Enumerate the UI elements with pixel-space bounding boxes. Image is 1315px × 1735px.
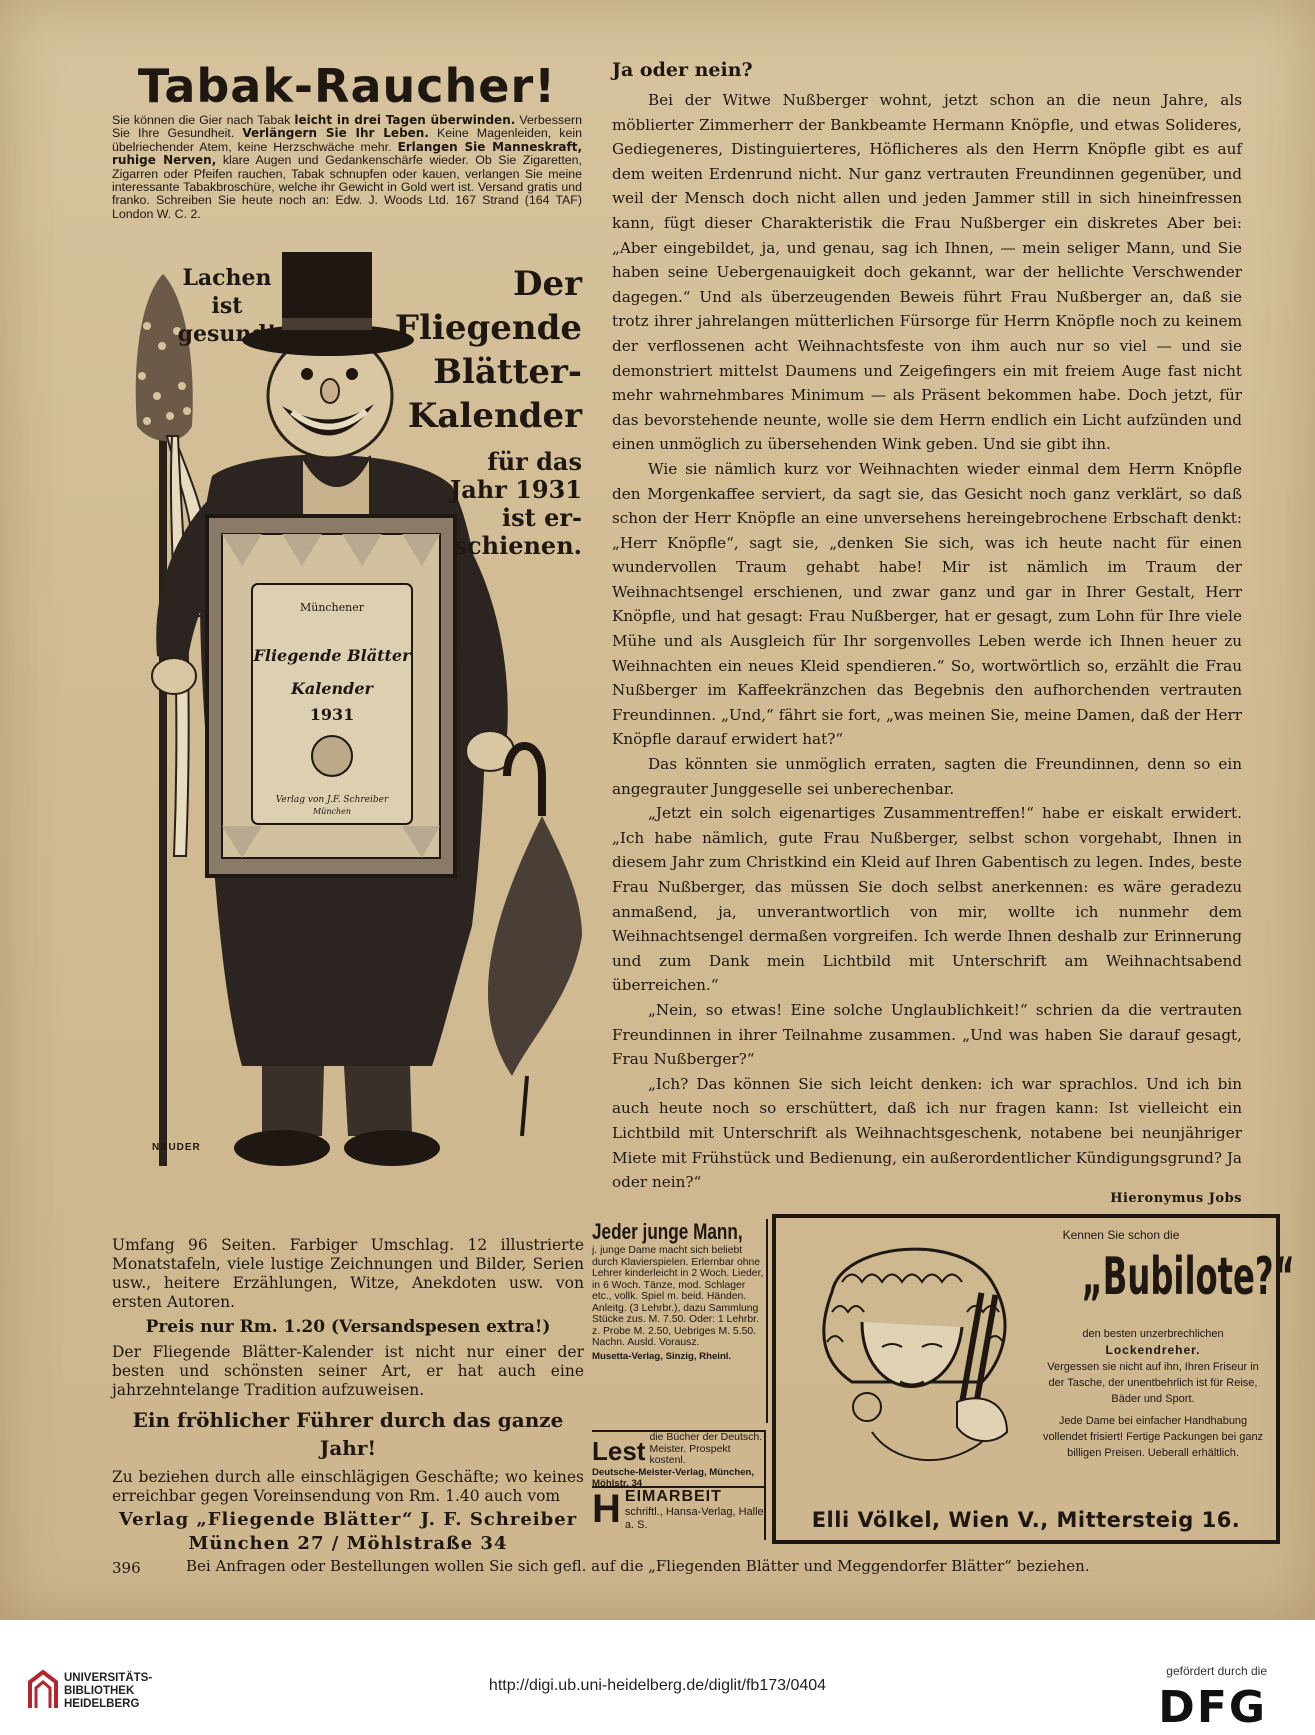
- heimarbeit-ad: [592, 1486, 766, 1540]
- story-paragraph: „Nein, so etwas! Eine solche Unglaublichkeit!“ schrien da die vertrauten Freundinnen in ihrer Teilnahme zusammen. „Und was haben Sie darauf gesagt, Frau Nußberger?“: [612, 1000, 1242, 1069]
- heimarbeit-body: schriftl., Hansa-Verlag, Halle a. S.: [624, 1506, 764, 1531]
- story-paragraph: „Jetzt ein solch eigenartiges Zusammentreffen!“ habe er eiskalt erwidert. „Ich habe nämlich, gute Frau Nußberger, selbst schon vorgehabt, Ihnen in diesem Jahr zum Christkind ein Kleid auf Ihren Gabentisch zu legen. Indes, beste Frau Nußberger, das müssen Sie doch selbst anerkennen: es wäre geradezu anmaßend, ja, unverantwortlich von mir, wollte ich nunmehr dem Weihnachtsengel dermaßen vorgreifen. Ich werde Ihnen deshalb zur Erinnerung und zum Dank mein Lichtbild mit Unterschrift am Weihnachtsabend überreichen.“: [612, 804, 1242, 995]
- library-name: UNIVERSITÄTS- BIBLIOTHEK HEIDELBERG: [64, 1672, 153, 1710]
- calendar-ad: [112, 236, 584, 1554]
- lachen-ist-gesund-slogan: Lachen ist gesund!: [177, 265, 277, 347]
- woman-portrait-illustration: [792, 1232, 1032, 1487]
- funded-by-label: gefördert durch die: [1166, 1664, 1267, 1678]
- calendar-ad-title: Der Fliegende Blätter- Kalender für das Jahr 1931 ist er- schienen.: [394, 264, 582, 560]
- books-ad-body: die Bücher der Deutsch. Meister. Prospekt kostenl.: [649, 1431, 763, 1466]
- story-paragraph: „Ich? Das können Sie sich leicht denken: ich war sprachlos. Und ich bin auch heute noch so erschüttert, daß ich nur fragen kann: Ist vielleicht ein Lichtbild mit Unterschrift als Weihnachtsgeschenk, notabene bei neunjähriger Miete mit Frühstück und Bedienung, ein außerordentlicher Kündigungsgrund? Ja oder nein?“: [612, 1074, 1242, 1192]
- piano-ad-publisher: Musetta-Verlag, Sinzig, Rheinl.: [592, 1350, 732, 1362]
- calendar-order-info: Zu beziehen durch alle einschlägigen Geschäfte; wo keines erreichbar gegen Voreinsendung von Rm. 1.40 auch vom: [112, 1468, 584, 1505]
- story-column: [612, 58, 1242, 1206]
- cover-text-verlag: Verlag von J.F. Schreiber: [275, 795, 389, 805]
- cover-text-fliegende: Fliegende Blätter: [253, 646, 411, 665]
- publisher-name: Verlag „Fliegende Blätter“ J. F. Schreiber: [118, 1509, 578, 1530]
- calendar-illustration: [112, 236, 584, 1236]
- cover-text-kalender: Kalender: [291, 679, 373, 698]
- calendar-description: Umfang 96 Seiten. Farbiger Umschlag. 12 illustrierte Monatstafeln, viele lustige Zeichnungen und Bilder, Serien usw., heitere Erzählungen, Witze, Anekdoten usw. von ersten Autoren.: [112, 1236, 584, 1311]
- story-paragraph: Wie sie nämlich kurz vor Weihnachten wieder einmal dem Herrn Knöpfle den Morgenkaffee serviert, da sagt sie, das Gesicht noch ganz verklärt, so daß schon der Herr Knöpfle an eine unversehens hereingebrochene Erbschaft denkt: „Herr Knöpfle“, sagt sie, „denken Sie sich, was ich heute nacht für einen wundervollen Traum gehabt habe! Mir ist nämlich im Traum der Weihnachtsengel erschienen, und zwar ganz und gar in Ihrer Gestalt, Herr Knöpfle, und hat gesagt: Frau Nußberger, hat er gesagt, zum Lohn für Ihre viele Mühe und als Ausgleich für Ihr sorgenvolles Leben werde ich Ihnen heuer zu Weihnachten ein neues Kleid spendieren.“ So, wortwörtlich so, erzählt die Frau Nußberger im Kaffeekränzchen das Begebnis den aufhorchenden vertrauten Freundinnen. „Und,“ fährt sie fort, „was meinen Sie, meine Damen, daß der Herr Knöpfle darauf erwidert hat?“: [612, 459, 1242, 749]
- story-title: Ja oder nein?: [612, 59, 753, 81]
- cover-text-muenchener: Münchener: [299, 601, 365, 614]
- cover-text-year: 1931: [309, 705, 355, 724]
- story-paragraph: Das könnten sie unmöglich erraten, sagten die Freundinnen, denn so ein angegrauter Junggeselle sei unberechenbar.: [612, 755, 1242, 798]
- story-paragraph: Bei der Witwe Nußberger wohnt, jetzt schon an die neun Jahre, als möblierter Zimmerherr der Bankbeamte Hermann Knöpfle, und etwas Solideres, Gediegeneres, Distinguierteres, Höflicheres als den Herrn Knöpfle gibt es auf dem weiten Erdenrund nicht. Nur ganz vertrauten Freundinnen gegenüber, und weil der Mensch doch nicht allen und jeden Jammer still in sich hineinfressen kann, fügt dieser Charakteristik die Frau Nußberger ein diskretes Aber bei: „Aber eingebildet, ja, und genau, sag ich Ihnen, — mein seliger Mann, und Sie haben seine Uebergenauigkeit doch gekannt, war der hellichte Verschwender dagegen.“ Und als überzeugenden Beweis führt Frau Nußberger an, daß sie trotz ihrer jahrelangen mütterlichen Fürsorge für Herrn Knöpfle noch zu keinem der verflossenen acht Weihnachtsfeste von ihm auch nur so viel — und sie demonstriert mittelst Daumens und Zeigefingers ein mit freiem Auge fast nicht mehr wahrnehmbares Minimum — als Präsent bekommen habe. Doch jetzt, für das bevorstehende neunte, wolle sie dem Herrn endlich ein Licht aufzünden und einen unmöglich zu übersehenden Wink geben. Und sie gibt ihn.: [612, 91, 1242, 454]
- piano-lessons-ad: [592, 1219, 768, 1423]
- books-ad-headline: Lest: [592, 1436, 646, 1466]
- artist-signature: NAUDER: [152, 1142, 201, 1153]
- bubilote-kennen: Kennen Sie schon die: [1062, 1228, 1180, 1242]
- page-number: 396: [112, 1559, 141, 1577]
- bubilote-body: den besten unzerbrechlichen Lockendreher. Vergessen sie nicht auf ihn, Ihren Friseur in der Tasche, der unentbehrlich ist für Reise, Bäder und Sport. Jede Dame bei einfacher Handhabung vollendet frisiert! Fertige Packungen bei ganz billigen Preisen. Ueberall erhältlich.: [1042, 1328, 1264, 1459]
- calendar-praise: Der Fliegende Blätter-Kalender ist nicht nur einer der besten und schönsten seiner Art, er hat auch eine jahrzehntelange Tradition aufzuweisen.: [112, 1343, 584, 1399]
- heimarbeit-initial: H: [592, 1487, 621, 1531]
- publisher-address: München 27 / Möhlstraße 34: [188, 1533, 508, 1554]
- bubilote-title: „Bubilote?“: [1081, 1247, 1295, 1307]
- tabak-ad-body: Sie können die Gier nach Tabak leicht in drei Tagen überwinden. Verbessern Sie Ihre Gesundheit. Verlängern Sie Ihr Leben. Keine Magenleiden, kein übelriechender Atem, keine Herzschwäche mehr. Erlangen Sie Manneskraft, ruhige Nerven, klare Augen und Gedankenschärfe wieder. Ob Sie Zigaretten, Zigarren oder Pfeifen rauchen, Tabak schnupfen oder kauen, verlangen Sie meine interessante Tabakbroschüre, welche ihr Gewicht in Gold wert ist. Versand gratis und franko. Schreiben Sie heute noch an: Edw. J. Woods Ltd. 167 Strand (164 TAF) London W. C. 2.: [112, 113, 583, 221]
- digital-library-footer: [0, 1620, 1315, 1735]
- dfg-logo: DFG: [1158, 1682, 1267, 1733]
- piano-ad-headline: Jeder junge Mann,: [592, 1219, 743, 1244]
- bubilote-address: Elli Völkel, Wien V., Mittersteig 16.: [811, 1508, 1241, 1532]
- bubilote-product: Lockendreher.: [1105, 1343, 1201, 1357]
- story-author: Hieronymus Jobs: [1110, 1190, 1242, 1206]
- books-ad: [592, 1430, 766, 1489]
- cover-text-muenchen: München: [312, 807, 352, 816]
- piano-ad-body: j. junge Dame macht sich beliebt durch Klavierspielen. Erlernbar ohne Lehrer kinderleicht in 2 Woch. Lieder, in 6 Woch. Tänze, mod. Schlager etc., vollk. Spiel m. beid. Händen. Anleitg. (3 Lehrbr.), dazu Sammlung Stücke zus. M. 7.50. Oder: 1 Lehrbr. z. Probe M. 2.50, Uebriges M. 5.50. Nachn. Ausld. Vorausz.: [592, 1245, 764, 1348]
- page-footnote: Bei Anfragen oder Bestellungen wollen Sie sich gefl. auf die „Fliegenden Blätter und Meggendorfer Blätter“ beziehen.: [186, 1557, 1090, 1575]
- calendar-slogan: Ein fröhlicher Führer durch das ganze Jahr!: [132, 1408, 564, 1460]
- heimarbeit-headline: EIMARBEIT: [624, 1488, 722, 1505]
- document-url-link[interactable]: http://digi.ub.uni-heidelberg.de/diglit/fb173/0404: [488, 1677, 827, 1694]
- bubilote-ad: [772, 1214, 1295, 1544]
- calendar-ad-text: [112, 1236, 584, 1556]
- calendar-price: Preis nur Rm. 1.20 (Versandspesen extra!): [145, 1317, 551, 1337]
- tabak-raucher-ad: [112, 58, 582, 224]
- tabak-ad-title: Tabak-Raucher!: [137, 59, 557, 113]
- books-ad-publisher: Deutsche-Meister-Verlag, München, Möhlstr. 34: [592, 1466, 755, 1489]
